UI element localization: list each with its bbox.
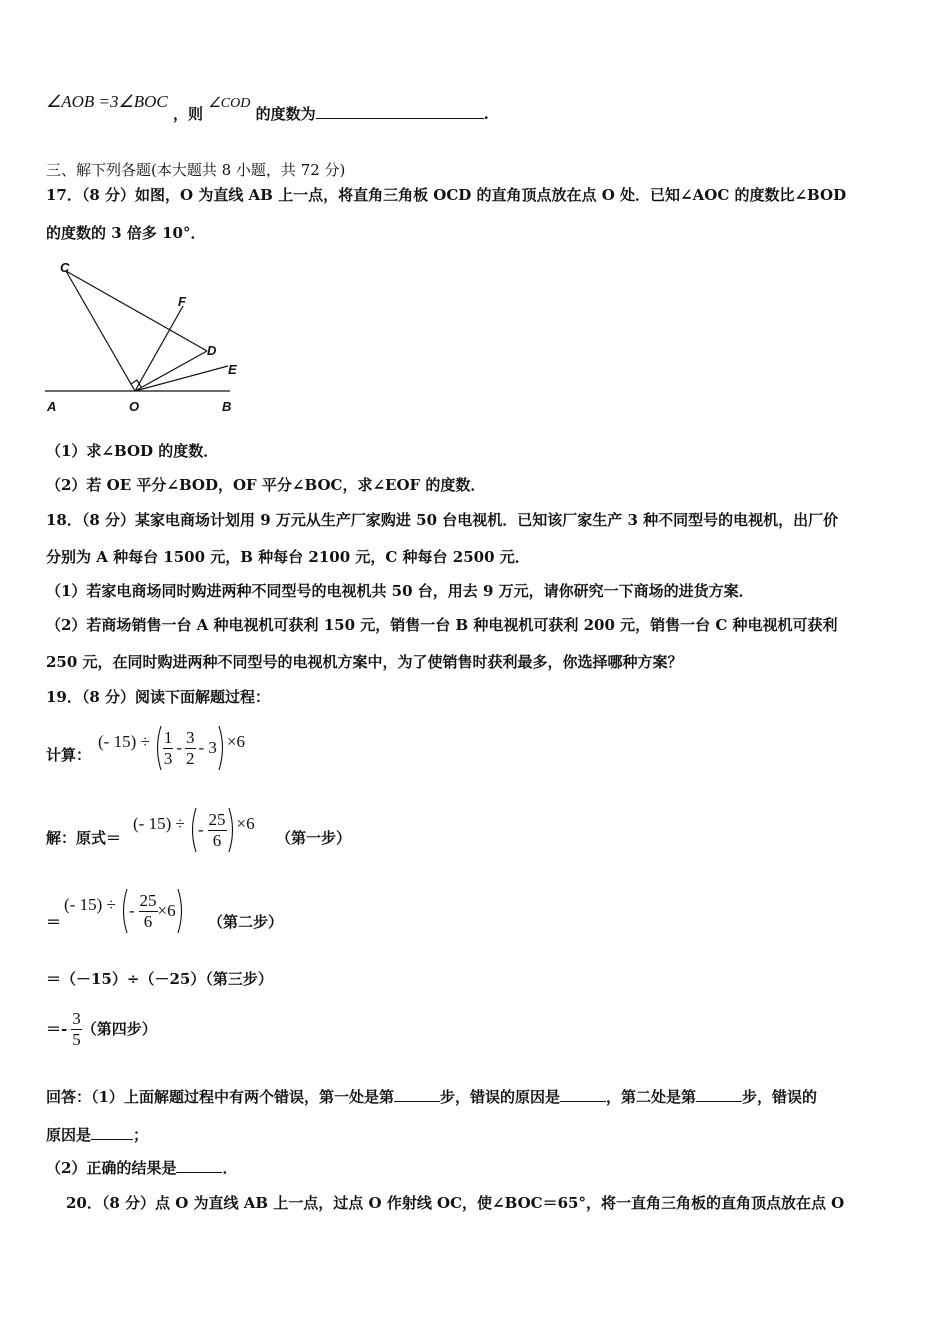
right-paren [176,887,186,935]
q19-step2-eq: ＝ [46,913,62,931]
q20-line1: 20．（8 分）点 O 为直线 AB 上一点，过点 O 作射线 OC，使∠BOC＝65°，将一直角三角板的直角顶点放在点 O [66,1194,845,1212]
q17-sub1: （1）求∠BOD 的度数． [46,442,219,460]
ray-oe [135,366,228,391]
segment-cd [66,271,207,351]
label-d: D [207,343,217,358]
calc-left: (- 15) ÷ [98,732,150,751]
left-paren [188,806,198,854]
answer-text-a: 回答：（1）上面解题过程中有两个错误，第一处是第 [46,1088,394,1106]
minus-three: - 3 [198,738,217,757]
answer-text-b: 步，错误的原因是 [439,1088,560,1106]
times-six: ×6 [226,732,246,751]
q19-step2-expression [64,886,186,936]
q18-sub1: （1）若家电商场同时购进两种不同型号的电视机共 50 台，用去 9 万元，请你研究一下商场的进货方案． [46,582,754,600]
label-f: F [178,294,186,309]
answer-text-reason: 原因是 [46,1126,92,1144]
label-c: C [60,260,70,275]
q18-sub2-line2: 250 元，在同时购进两种不同型号的电视机方案中，为了使销售时获利最多，你选择哪种方案？ [46,653,683,671]
right-paren [227,806,237,854]
fraction-25-6: $\frac{25}{6}$ [208,809,226,850]
q17-line1: 17．（8 分）如图，O 为直线 AB 上一点，将直角三角板 OCD 的直角顶点放在点 O 处．已知∠AOC 的度数比∠BOD [46,186,847,204]
q19-step1-expression [133,805,255,855]
q17-line2: 的度数的 3 倍多 10°． [46,224,206,242]
q18-sub2-line1: （2）若商场销售一台 A 种电视机可获利 150 元，销售一台 B 种电视机可获利 200 元，销售一台 C 种电视机可获利 [46,616,838,634]
q19-step4 [46,1004,157,1054]
then-text: ，则 [172,105,203,123]
degree-is-text: 的度数为 [255,105,316,123]
label-a: A [47,399,57,414]
q19-answer-line2 [46,1125,148,1145]
negative-sign: - [128,901,135,920]
left-paren [119,887,129,935]
period: . [483,105,489,123]
q19-title: 19．（8 分）阅读下面解题过程： [46,688,271,706]
label-o: O [129,399,140,414]
blank-first-step[interactable] [394,1087,440,1102]
step2-left: (- 15) ÷ [64,895,116,914]
semicolon: ； [133,1126,149,1144]
fraction-3-2: $\frac{3}{2}$ [186,727,195,768]
q19-calc-label: 计算： [46,746,92,764]
answer-blank[interactable] [316,104,484,119]
section-heading: 三、解下列各题(本大题共 8 小题，共 72 分) [46,161,346,179]
q19-answer2 [46,1158,237,1178]
fraction-1-3: $\frac{1}{3}$ [163,727,173,768]
q19-solution-label: 解：原式＝ [46,829,122,847]
step4-tag: （第四步） [81,1020,157,1038]
answer2-text: （2）正确的结果是 [46,1159,177,1177]
right-paren [217,724,227,772]
step1-left: (- 15) ÷ [133,814,185,833]
q18-line1: 18．（8 分）某家电商场计划用 9 万元从生产厂家购进 50 台电视机．已知该厂家生产 3 种不同型号的电视机，出厂价 [46,511,839,529]
label-b: B [222,399,232,414]
blank-first-reason[interactable] [560,1087,606,1102]
answer-text-c: ，第二处是第 [605,1088,696,1106]
blank-second-reason[interactable] [91,1125,133,1140]
angle-expression-cod: ∠COD [208,96,251,111]
angle-expression-aob: ∠AOB =3∠BOC [46,92,168,111]
q19-answer-line1 [46,1087,817,1107]
q19-step3: ＝（－15）÷（－25）（第三步） [46,970,273,988]
times-six: ×6 [236,814,255,833]
answer-text-d: 步，错误的 [741,1088,817,1106]
fraction-25-6: $\frac{25}{6}$ [139,890,157,931]
q19-step2-tag: （第二步） [208,913,284,931]
top-line [46,92,489,126]
q19-calc-expression [98,723,245,773]
minus-sign: - [176,738,182,757]
period: ． [222,1159,238,1177]
q18-line2: 分别为 A 种每台 1500 元，B 种每台 2100 元，C 种每台 2500 元． [46,548,530,566]
fraction-3-5: $\frac{3}{5}$ [72,1008,81,1049]
ray-oc [66,271,135,391]
q17-geometry-figure [40,258,260,418]
step4-eq: ＝- [46,1020,68,1038]
q19-step1-tag: （第一步） [276,829,352,847]
q17-sub2: （2）若 OE 平分∠BOD，OF 平分∠BOC，求∠EOF 的度数． [46,476,486,494]
blank-second-step[interactable] [696,1087,742,1102]
left-paren [153,724,163,772]
negative-sign: - [197,820,204,839]
label-e: E [228,362,237,377]
times-six: ×6 [157,901,176,920]
blank-correct-result[interactable] [176,1158,222,1173]
